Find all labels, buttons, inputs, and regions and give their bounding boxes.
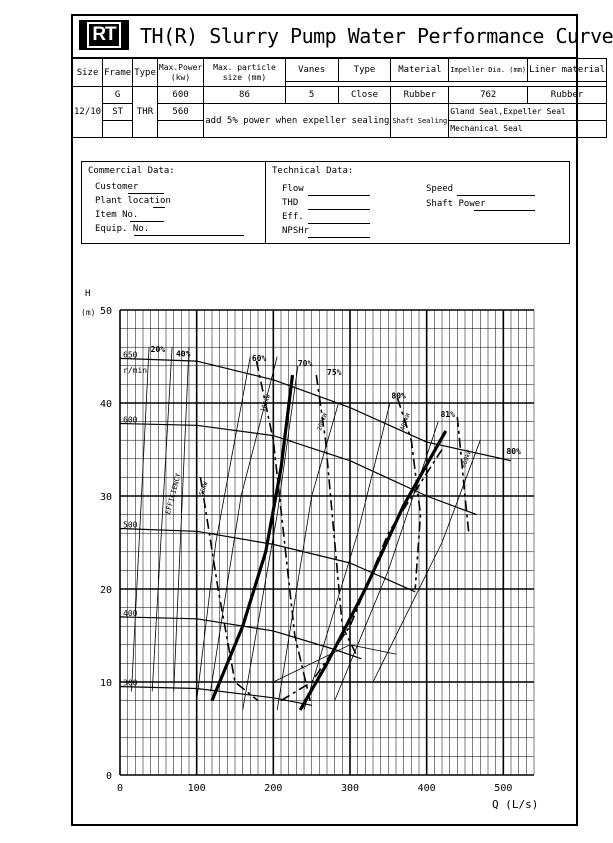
cell-type: THR bbox=[133, 87, 158, 138]
header-frame: Frame bbox=[103, 59, 133, 87]
cell-frame-2: ST bbox=[103, 104, 133, 121]
efficiency-percent-label: 60% bbox=[251, 354, 267, 364]
y-tick-label: 0 bbox=[105, 771, 112, 782]
x-tick-label: 500 bbox=[494, 783, 513, 794]
y-tick-label: 10 bbox=[99, 678, 112, 689]
efficiency-line bbox=[304, 403, 390, 710]
y-tick-label: 40 bbox=[99, 399, 112, 410]
npsh-curve bbox=[212, 375, 293, 700]
cell-note: add 5% power when expeller sealing bbox=[204, 104, 391, 138]
y-axis-label: H bbox=[85, 289, 91, 299]
tech-shaft-power-label: Shaft Power bbox=[426, 199, 486, 209]
tech-flow-label: Flow bbox=[282, 184, 304, 194]
x-axis-label: Q (L/s) bbox=[492, 798, 539, 811]
commercial-plant-label: Plant location bbox=[95, 196, 171, 206]
efficiency-percent-label: 20% bbox=[150, 344, 166, 354]
efficiency-percent-label: 80% bbox=[391, 391, 406, 401]
header-material: Material bbox=[391, 59, 449, 82]
efficiency-percent-label: 75% bbox=[327, 368, 342, 378]
cell-particle: 86 bbox=[204, 87, 285, 104]
tech-eff-label: Eff. bbox=[282, 212, 304, 222]
efficiency-percent-label: 81% bbox=[440, 409, 455, 419]
cell-dia: 762 bbox=[449, 87, 528, 104]
speed-unit-label: r/min bbox=[123, 366, 148, 376]
cell-shaft-label: Shaft Sealing bbox=[391, 104, 449, 138]
speed-label: 300 bbox=[123, 678, 138, 688]
cell-shaft-value-1: Gland Seal,Expeller Seal bbox=[449, 104, 607, 121]
cell-material: Rubber bbox=[391, 87, 449, 104]
x-tick-label: 100 bbox=[187, 783, 206, 794]
cell-impeller-type: Close bbox=[338, 87, 391, 104]
power-label: 200kW bbox=[316, 412, 329, 432]
x-tick-label: 200 bbox=[264, 783, 283, 794]
header-max-power: Max.Power (kw) bbox=[157, 59, 203, 87]
cell-power-1: 600 bbox=[157, 87, 203, 104]
header-impeller-type: Type bbox=[338, 59, 391, 82]
y-tick-label: 20 bbox=[99, 585, 112, 596]
speed-label: 500 bbox=[123, 520, 138, 530]
commercial-item-label: Item No. bbox=[95, 210, 139, 220]
power-label: 600kW bbox=[460, 449, 474, 469]
header-type: Type bbox=[133, 59, 158, 87]
chart-curves bbox=[120, 344, 511, 710]
header-liner: Liner material bbox=[528, 59, 607, 82]
cell-shaft-value-2: Mechanical Seal bbox=[449, 121, 607, 138]
iso-dashed-line bbox=[281, 450, 442, 701]
tech-speed-label: Speed bbox=[426, 184, 454, 194]
y-tick-label: 50 bbox=[99, 306, 112, 317]
header-particle-size: Max. particle size (mm) bbox=[204, 59, 285, 87]
speed-label: 650 bbox=[123, 350, 138, 360]
power-label: 50kW bbox=[198, 480, 210, 497]
chart-grid bbox=[120, 310, 534, 775]
tech-thd-label: THD bbox=[282, 198, 299, 208]
efficiency-line bbox=[197, 357, 251, 701]
power-label: 400kW bbox=[398, 412, 412, 432]
chart-labels bbox=[81, 289, 538, 811]
cell-power-2: 560 bbox=[157, 104, 203, 121]
header-impeller-dia: Impeller Dia. (mm) bbox=[449, 59, 528, 82]
technical-heading: Technical Data: bbox=[272, 166, 354, 176]
cell-liner: Rubber bbox=[528, 87, 607, 104]
cell-vanes: 5 bbox=[285, 87, 338, 104]
page-title: TH(R) Slurry Pump Water Performance Curve bbox=[140, 24, 613, 48]
efficiency-percent-label: 40% bbox=[175, 349, 191, 359]
y-tick-label: 30 bbox=[99, 492, 112, 503]
efficiency-percent-label: 70% bbox=[297, 358, 313, 368]
efficiency-line bbox=[243, 366, 298, 710]
efficiency-annotation: EFFICIENCY bbox=[164, 472, 183, 516]
efficiency-percent-label: 80% bbox=[506, 447, 521, 457]
efficiency-line bbox=[150, 344, 172, 691]
y-axis-unit: (m) bbox=[81, 308, 96, 317]
speed-label: 400 bbox=[123, 608, 138, 618]
cell-frame-1: G bbox=[103, 87, 133, 104]
header-size: Size bbox=[73, 59, 103, 87]
speed-label: 600 bbox=[123, 415, 138, 425]
efficiency-line bbox=[132, 347, 150, 691]
tech-npshr-label: NPSHr bbox=[282, 226, 310, 236]
commercial-heading: Commercial Data: bbox=[88, 166, 175, 176]
x-tick-label: 300 bbox=[340, 783, 360, 794]
cell-size: 12/10 bbox=[73, 87, 103, 138]
x-tick-label: 400 bbox=[417, 783, 436, 794]
commercial-customer-label: Customer bbox=[95, 182, 139, 192]
company-logo: RT bbox=[79, 20, 129, 50]
commercial-equip-label: Equip. No. bbox=[95, 224, 150, 234]
power-label: 100kW bbox=[259, 393, 273, 413]
header-vanes: Vanes bbox=[285, 59, 338, 82]
x-tick-label: 0 bbox=[116, 783, 124, 794]
